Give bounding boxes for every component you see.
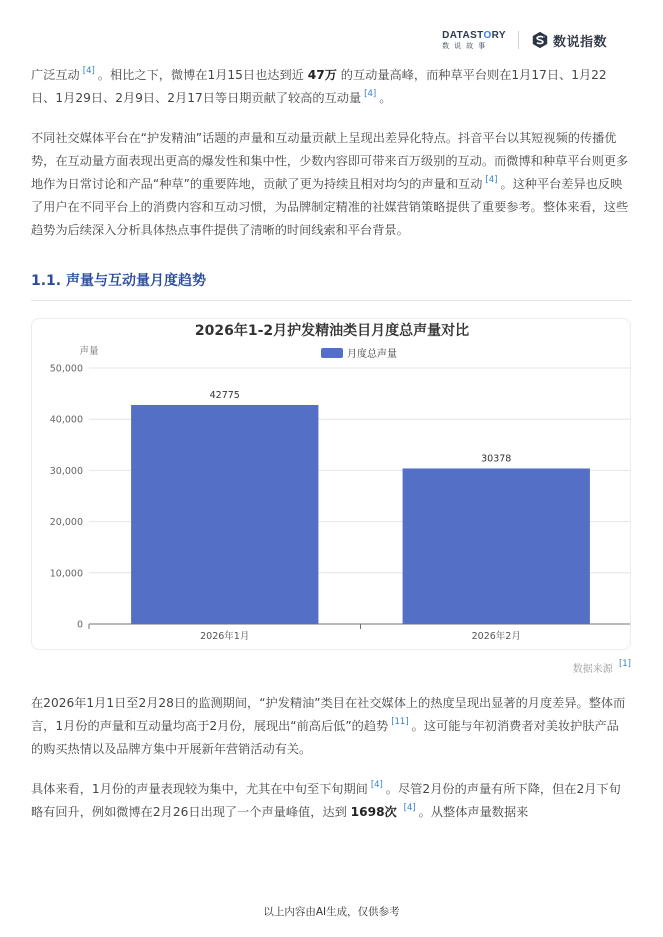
p4-text-2: 。尽管2月份的声量有所下降，但在2月下旬略有回升，例如微博在2月26日出现了一个声量峰值，达到 bbox=[31, 782, 621, 819]
y-tick-label: 20,000 bbox=[49, 517, 83, 529]
p4-text-1: 具体来看，1月份的声量表现较为集中，尤其在中旬至下旬期间 bbox=[31, 782, 368, 796]
legend-swatch[interactable] bbox=[321, 348, 343, 358]
source-label: 数据来源 bbox=[572, 664, 613, 675]
y-tick-label: 30,000 bbox=[49, 465, 83, 477]
data-label: 42775 bbox=[209, 389, 240, 401]
paragraph-2 bbox=[31, 127, 631, 242]
main-content-lower bbox=[31, 692, 631, 824]
bar-chart bbox=[32, 319, 631, 650]
page-header bbox=[442, 28, 607, 52]
datastory-logo-st: ST bbox=[470, 29, 484, 41]
y-tick-label: 40,000 bbox=[49, 414, 83, 426]
paragraph-4 bbox=[31, 778, 631, 824]
y-tick-label: 10,000 bbox=[49, 568, 83, 580]
y-tick-label: 0 bbox=[76, 619, 83, 631]
y-tick-label: 50,000 bbox=[49, 363, 83, 375]
datastory-logo-data: DATA bbox=[442, 29, 471, 41]
p2-text-2: 。这种平台差异也反映了用户在不同平台上的消费内容和互动习惯，为品牌制定精准的社媒营销策略提供了重要参考。整体来看，这些趋势为后续深入分析具体热点事件提供了清晰的时间线索和平台背景。 bbox=[31, 177, 629, 237]
x-tick-label: 2026年2月 bbox=[471, 631, 521, 642]
citation-link[interactable]: [4] bbox=[364, 89, 377, 99]
paragraph-3 bbox=[31, 692, 631, 761]
p2-text-1: 不同社交媒体平台在“护发精油”话题的声量和互动量贡献上呈现出差异化特点。抖音平台以其短视频的传播优势，在互动量方面表现出更高的爆发性和集中性，少数内容即可带来百万级别的互动。而微博和种草平台则更多地作为日常讨论和产品“种草”的重要阵地，贡献了更为持续且相对均匀的声量和互动 bbox=[31, 131, 629, 191]
datastory-logo bbox=[442, 31, 506, 50]
citation-link[interactable]: [4] bbox=[370, 780, 383, 790]
p3-text-1: 在2026年1月1日至2月28日的监测期间，“护发精油”类目在社交媒体上的热度呈现出显著的月度差异。整体而言，1月份的声量和互动量均高于2月份，展现出“前高后低”的趋势 bbox=[31, 696, 626, 733]
footer-disclaimer: 以上内容由AI生成，仅供参考 bbox=[263, 906, 400, 918]
brand-name: 数说指数 bbox=[552, 34, 607, 50]
p4-highlight: 1698次 bbox=[350, 805, 397, 819]
brand-logo bbox=[531, 31, 607, 50]
chart-title: 2026年1-2月护发精油类目月度总声量对比 bbox=[194, 323, 470, 339]
datastory-logo-ry: RY bbox=[491, 29, 506, 41]
x-tick-label: 2026年1月 bbox=[200, 631, 250, 642]
p4-text-3: 。从整体声量数据来 bbox=[418, 805, 529, 819]
p1-highlight: 47万 bbox=[307, 68, 337, 82]
y-axis-label: 声量 bbox=[79, 346, 99, 357]
citation-link[interactable]: [4] bbox=[403, 803, 416, 813]
brand-s-icon bbox=[531, 31, 549, 49]
paragraph-1 bbox=[31, 64, 631, 110]
data-source bbox=[31, 660, 631, 675]
bar[interactable] bbox=[131, 405, 318, 624]
legend-label[interactable]: 月度总声量 bbox=[347, 349, 397, 360]
header-divider bbox=[518, 31, 519, 49]
datastory-logo-subtitle: 数说故事 bbox=[442, 41, 491, 50]
p1-text-1: 广泛互动 bbox=[31, 68, 80, 82]
citation-link[interactable]: [4] bbox=[82, 66, 95, 76]
datastory-logo-o: O bbox=[483, 29, 492, 41]
data-label: 30378 bbox=[481, 453, 512, 465]
p1-text-4: 。 bbox=[379, 91, 392, 105]
p3-text-2: 。这可能与年初消费者对美妆护肤产品的购买热情以及品牌方集中开展新年营销活动有关。 bbox=[31, 719, 619, 756]
citation-link[interactable]: [4] bbox=[485, 175, 498, 185]
p1-text-2: 。相比之下，微博在1月15日也达到近 bbox=[97, 68, 304, 82]
main-content bbox=[31, 64, 631, 301]
p1-text-3: 的互动量高峰，而种草平台则在1月17日、1月22日、1月29日、2月9日、2月17日等日期贡献了较高的互动量 bbox=[31, 68, 607, 105]
bar-chart-card bbox=[31, 318, 631, 650]
citation-link[interactable]: [11] bbox=[391, 717, 409, 727]
bar[interactable] bbox=[403, 468, 590, 624]
citation-link[interactable]: [1] bbox=[618, 659, 631, 669]
section-heading: 1.1. 声量与互动量月度趋势 bbox=[31, 270, 631, 301]
